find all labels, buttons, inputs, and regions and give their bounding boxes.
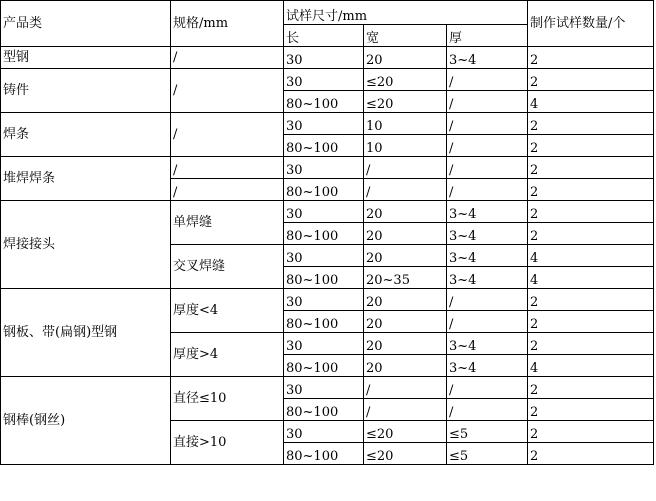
spec-cell: / <box>171 157 284 179</box>
category-cell: 堆焊焊条 <box>1 157 171 201</box>
thickness-cell: / <box>447 157 528 179</box>
length-cell: 80~100 <box>284 223 364 245</box>
length-cell: 30 <box>284 113 364 135</box>
count-cell: 2 <box>528 157 654 179</box>
count-cell: 2 <box>528 69 654 91</box>
thickness-cell: / <box>447 69 528 91</box>
length-cell: 30 <box>284 69 364 91</box>
table-row <box>1 69 654 91</box>
count-cell: 2 <box>528 311 654 333</box>
width-cell: 20 <box>364 311 447 333</box>
width-cell: 20~35 <box>364 267 447 289</box>
thickness-cell: / <box>447 399 528 421</box>
width-cell: 20 <box>364 201 447 223</box>
width-cell: 20 <box>364 333 447 355</box>
thickness-cell: ≤5 <box>447 421 528 443</box>
count-cell: 2 <box>528 47 654 69</box>
thickness-cell: / <box>447 91 528 113</box>
header-width: 宽 <box>364 25 447 47</box>
count-cell: 2 <box>528 179 654 201</box>
length-cell: 30 <box>284 47 364 69</box>
width-cell: 10 <box>364 113 447 135</box>
spec-cell: 单焊缝 <box>171 201 284 245</box>
count-cell: 4 <box>528 267 654 289</box>
count-cell: 2 <box>528 223 654 245</box>
spec-cell: 厚度>4 <box>171 333 284 377</box>
length-cell: 80~100 <box>284 135 364 157</box>
category-cell: 焊接接头 <box>1 201 171 289</box>
category-cell: 焊条 <box>1 113 171 157</box>
table-row <box>1 377 654 399</box>
width-cell: ≤20 <box>364 443 447 465</box>
spec-cell: / <box>171 47 284 69</box>
table-row <box>1 47 654 69</box>
width-cell: ≤20 <box>364 69 447 91</box>
category-cell: 型钢 <box>1 47 171 69</box>
category-cell: 铸件 <box>1 69 171 113</box>
length-cell: 80~100 <box>284 311 364 333</box>
thickness-cell: 3~4 <box>447 245 528 267</box>
count-cell: 4 <box>528 245 654 267</box>
header-count: 制作试样数量/个 <box>528 1 654 47</box>
table-row <box>1 157 654 179</box>
width-cell: 10 <box>364 135 447 157</box>
width-cell: 20 <box>364 355 447 377</box>
count-cell: 2 <box>528 113 654 135</box>
header-sample-size: 试样尺寸/mm <box>284 1 528 25</box>
spec-cell: / <box>171 113 284 157</box>
width-cell: 20 <box>364 245 447 267</box>
spec-cell: / <box>171 179 284 201</box>
category-cell: 钢板、带(扁钢)型钢 <box>1 289 171 377</box>
length-cell: 80~100 <box>284 443 364 465</box>
thickness-cell: 3~4 <box>447 223 528 245</box>
width-cell: / <box>364 377 447 399</box>
thickness-cell: / <box>447 135 528 157</box>
length-cell: 30 <box>284 421 364 443</box>
thickness-cell: / <box>447 289 528 311</box>
count-cell: 2 <box>528 201 654 223</box>
length-cell: 80~100 <box>284 179 364 201</box>
width-cell: 20 <box>364 47 447 69</box>
count-cell: 2 <box>528 443 654 465</box>
header-length: 长 <box>284 25 364 47</box>
width-cell: 20 <box>364 223 447 245</box>
spec-cell: / <box>171 69 284 113</box>
length-cell: 30 <box>284 201 364 223</box>
width-cell: 20 <box>364 289 447 311</box>
count-cell: 2 <box>528 289 654 311</box>
thickness-cell: / <box>447 113 528 135</box>
width-cell: / <box>364 399 447 421</box>
thickness-cell: / <box>447 311 528 333</box>
header-category: 产品类 <box>1 1 171 47</box>
spec-cell: 厚度<4 <box>171 289 284 333</box>
thickness-cell: 3~4 <box>447 201 528 223</box>
count-cell: 4 <box>528 355 654 377</box>
table-row <box>1 289 654 311</box>
thickness-cell: 3~4 <box>447 333 528 355</box>
table-row <box>1 113 654 135</box>
spec-cell: 直径≤10 <box>171 377 284 421</box>
length-cell: 80~100 <box>284 355 364 377</box>
width-cell: / <box>364 179 447 201</box>
width-cell: ≤20 <box>364 421 447 443</box>
count-cell: 2 <box>528 399 654 421</box>
spec-cell: 交叉焊缝 <box>171 245 284 289</box>
thickness-cell: 3~4 <box>447 267 528 289</box>
header-thickness: 厚 <box>447 25 528 47</box>
thickness-cell: / <box>447 377 528 399</box>
thickness-cell: ≤5 <box>447 443 528 465</box>
table-row <box>1 201 654 223</box>
header-spec: 规格/mm <box>171 1 284 47</box>
thickness-cell: / <box>447 179 528 201</box>
count-cell: 2 <box>528 421 654 443</box>
thickness-cell: 3~4 <box>447 355 528 377</box>
count-cell: 2 <box>528 377 654 399</box>
width-cell: / <box>364 157 447 179</box>
spec-cell: 直接>10 <box>171 421 284 465</box>
length-cell: 80~100 <box>284 91 364 113</box>
length-cell: 30 <box>284 157 364 179</box>
thickness-cell: 3~4 <box>447 47 528 69</box>
category-cell: 钢棒(钢丝) <box>1 377 171 465</box>
count-cell: 2 <box>528 135 654 157</box>
length-cell: 30 <box>284 245 364 267</box>
length-cell: 30 <box>284 333 364 355</box>
length-cell: 80~100 <box>284 267 364 289</box>
length-cell: 30 <box>284 289 364 311</box>
header-row <box>1 1 654 25</box>
length-cell: 30 <box>284 377 364 399</box>
length-cell: 80~100 <box>284 399 364 421</box>
width-cell: ≤20 <box>364 91 447 113</box>
count-cell: 2 <box>528 333 654 355</box>
count-cell: 4 <box>528 91 654 113</box>
